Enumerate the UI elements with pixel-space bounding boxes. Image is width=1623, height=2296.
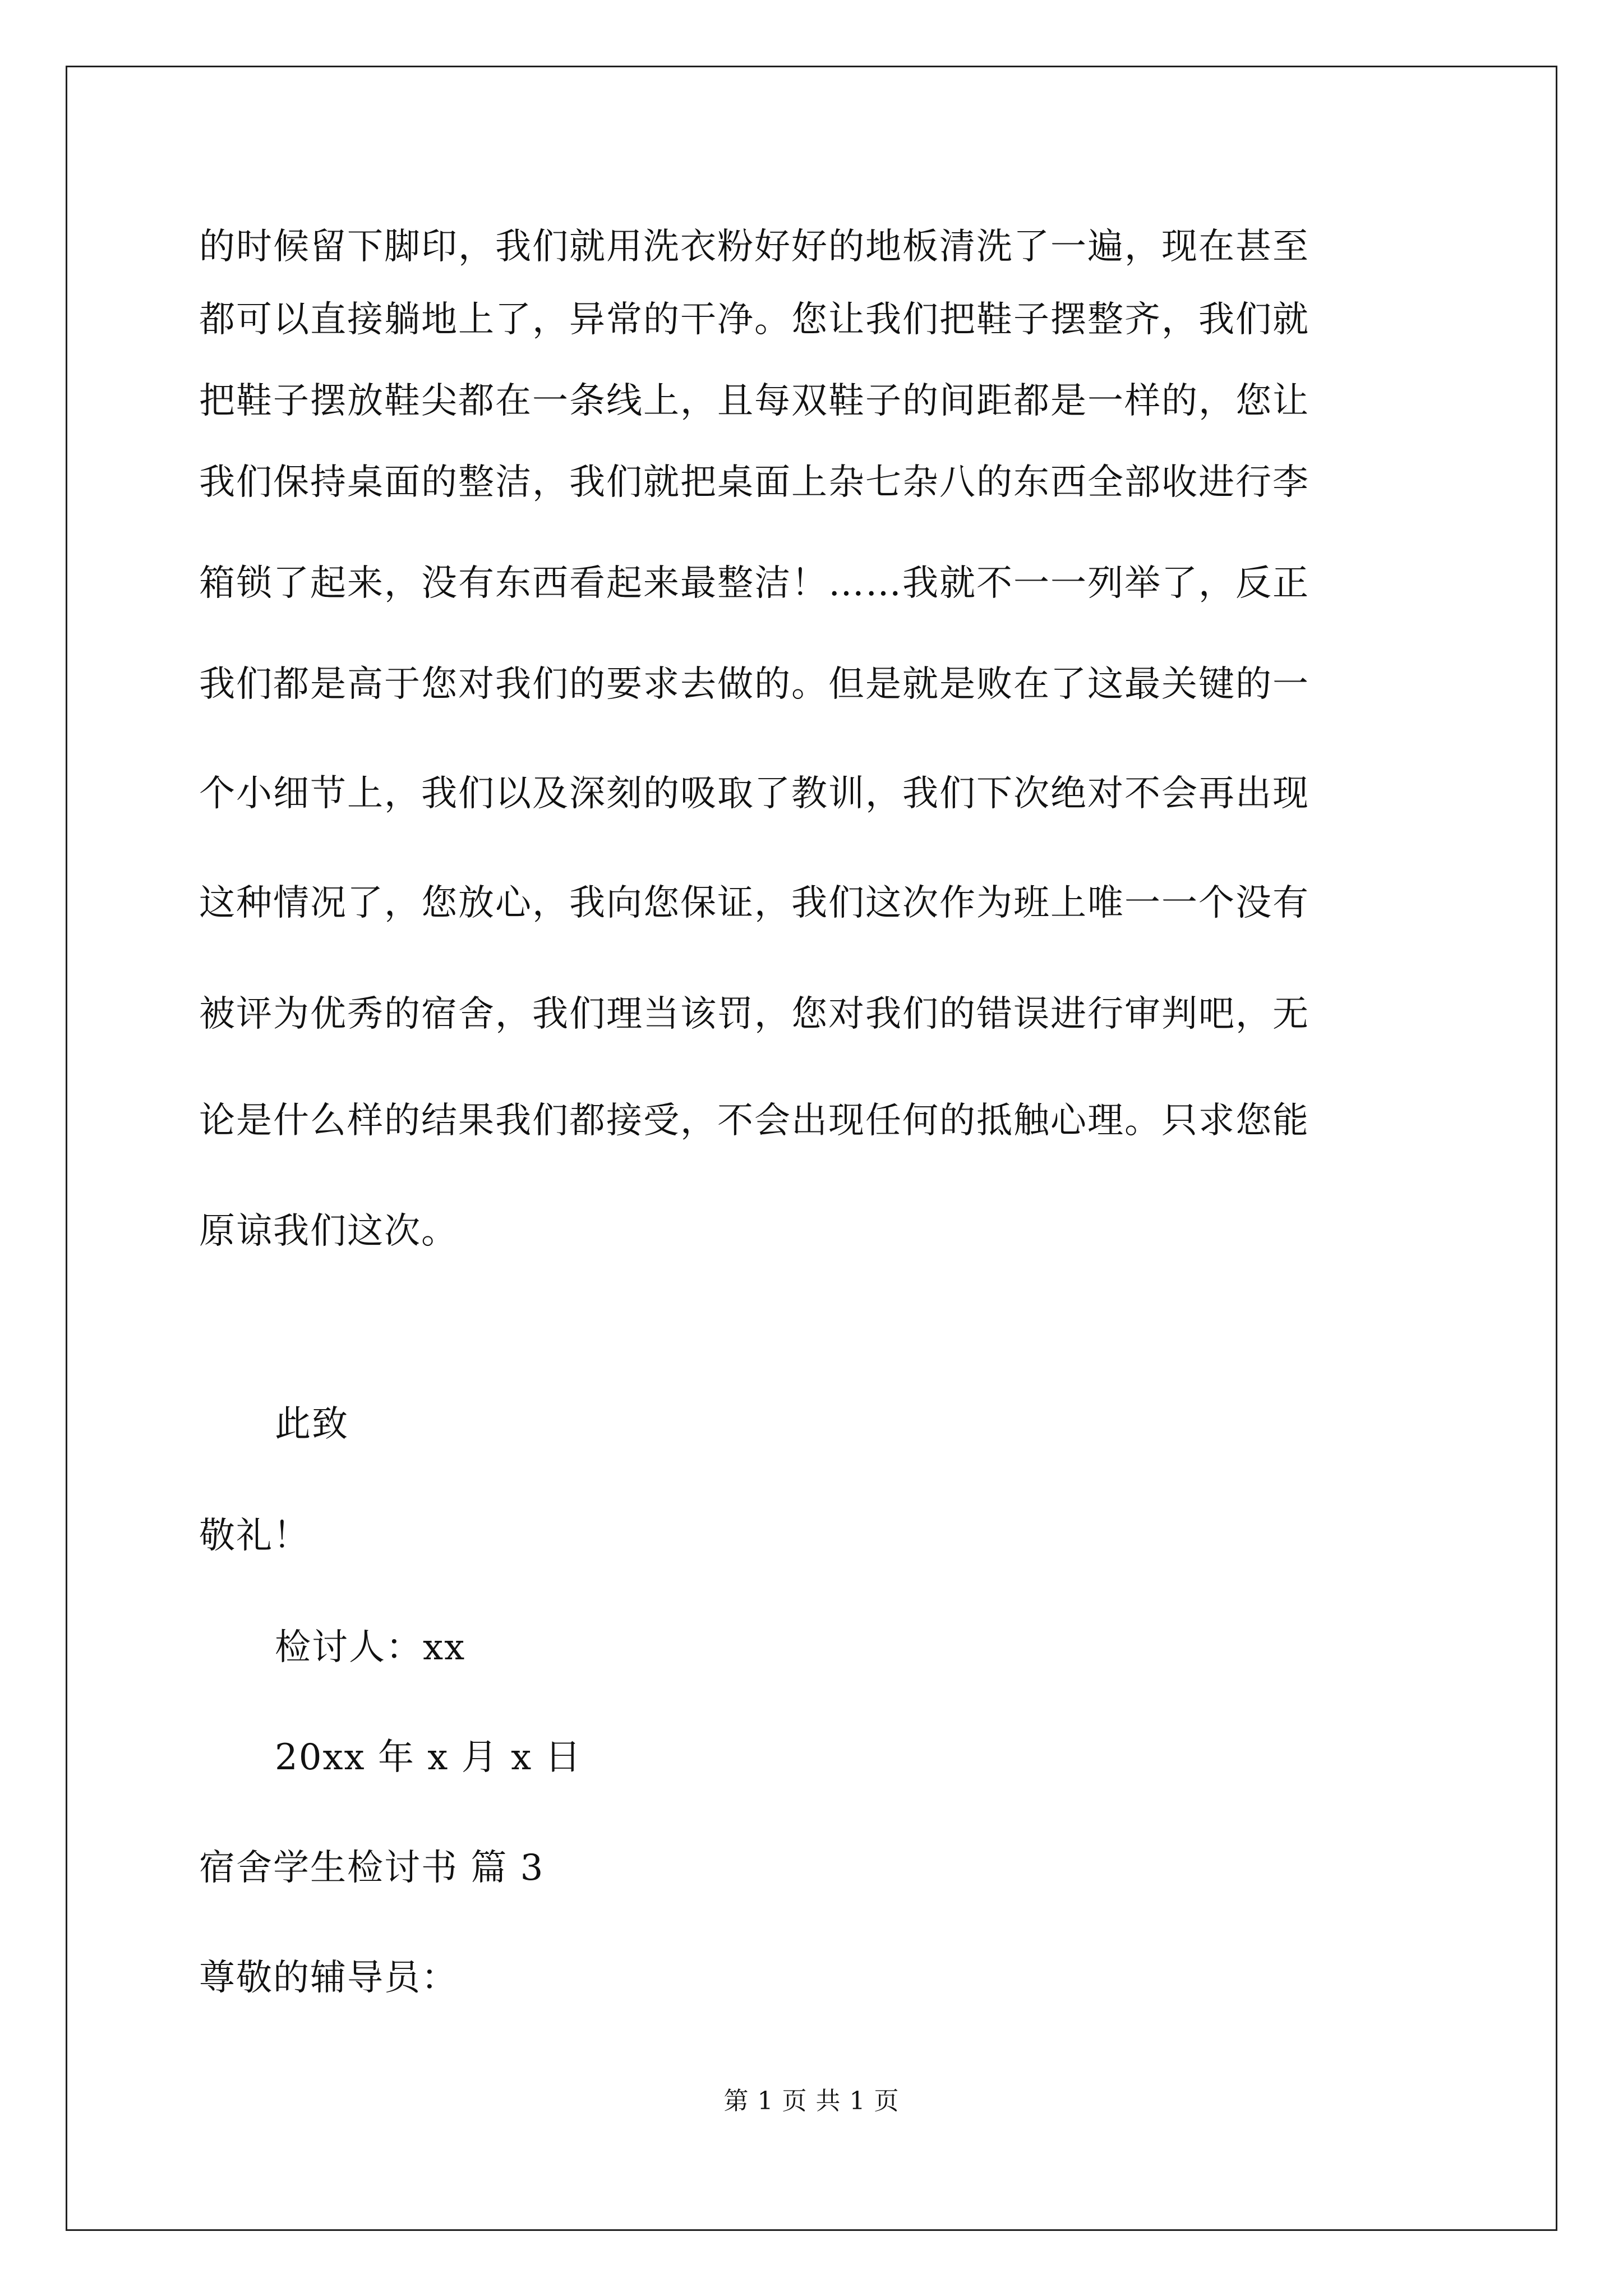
body-line: 原谅我们这次。	[199, 1211, 458, 1252]
date-line: 20xx 年 x 月 x 日	[275, 1737, 582, 1778]
body-line: 都可以直接躺地上了，异常的干净。您让我们把鞋子摆整齐，我们就	[199, 299, 1310, 341]
closing-regards: 敬礼！	[199, 1515, 310, 1557]
section-heading: 宿舍学生检讨书 篇 3	[199, 1847, 545, 1889]
page-footer: 第 1 页 共 1 页	[723, 2087, 900, 2115]
body-line: 我们保持桌面的整洁，我们就把桌面上杂七杂八的东西全部收进行李	[199, 462, 1310, 503]
body-line: 把鞋子摆放鞋尖都在一条线上，且每双鞋子的间距都是一样的，您让	[199, 380, 1310, 422]
body-line: 个小细节上，我们以及深刻的吸取了教训，我们下次绝对不会再出现	[199, 773, 1310, 815]
body-line: 被评为优秀的宿舍，我们理当该罚，您对我们的错误进行审判吧，无	[199, 993, 1310, 1035]
body-line: 这种情况了，您放心，我向您保证，我们这次作为班上唯一一个没有	[199, 882, 1310, 924]
greeting-line: 尊敬的辅导员：	[199, 1957, 458, 1999]
signer-line: 检讨人：xx	[275, 1627, 466, 1668]
body-line: 的时候留下脚印，我们就用洗衣粉好好的地板清洗了一遍，现在甚至	[199, 226, 1310, 268]
body-line: 箱锁了起来，没有东西看起来最整洁！……我就不一一列举了，反正	[199, 563, 1310, 604]
closing-salutation: 此致	[275, 1404, 349, 1445]
body-line: 论是什么样的结果我们都接受，不会出现任何的抵触心理。只求您能	[199, 1100, 1310, 1142]
body-line: 我们都是高于您对我们的要求去做的。但是就是败在了这最关键的一	[199, 664, 1310, 705]
